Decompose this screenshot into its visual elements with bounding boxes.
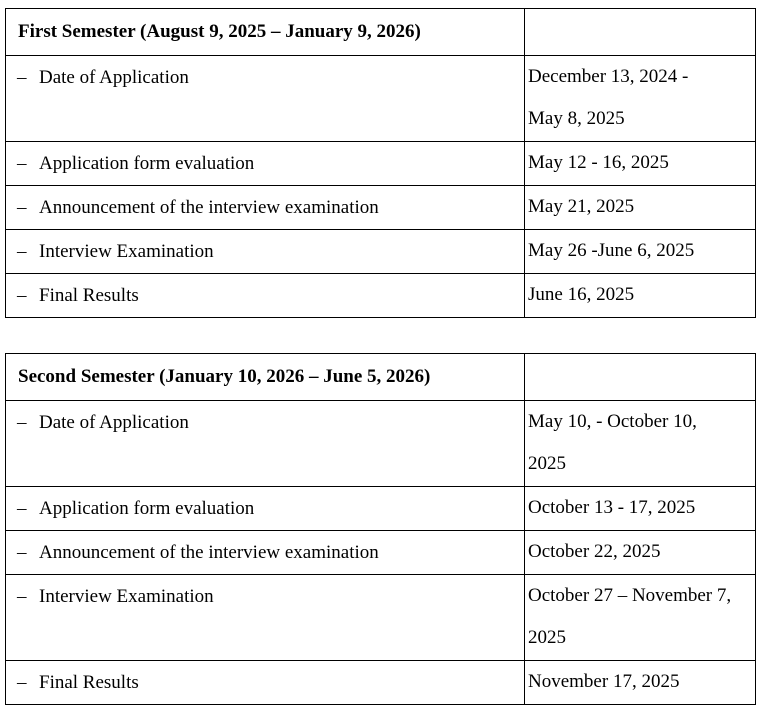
semester-title: Second Semester (January 10, 2026 – June 5, 2026) xyxy=(6,354,525,401)
semester-header-row xyxy=(6,354,756,401)
step-label: Final Results xyxy=(39,672,139,693)
step-label-cell xyxy=(6,56,525,142)
step-date-line: 2025 xyxy=(528,453,566,474)
step-label-cell xyxy=(6,230,525,274)
dash-bullet: – xyxy=(17,241,27,262)
table-row xyxy=(6,401,756,487)
dash-bullet: – xyxy=(17,498,27,519)
step-label-cell xyxy=(6,487,525,531)
table-row xyxy=(6,230,756,274)
step-date-line: May 10, - October 10, xyxy=(528,411,697,432)
step-date-line: 2025 xyxy=(528,627,566,648)
step-label-cell xyxy=(6,575,525,661)
dash-bullet: – xyxy=(17,586,27,607)
second-semester-table xyxy=(5,353,756,705)
step-date-line: May 26 -June 6, 2025 xyxy=(528,240,695,261)
step-date-cell xyxy=(525,142,756,186)
step-date-line: May 12 - 16, 2025 xyxy=(528,152,669,173)
step-date-cell xyxy=(525,531,756,575)
table-row xyxy=(6,661,756,705)
step-label-cell xyxy=(6,274,525,318)
step-label-cell xyxy=(6,531,525,575)
step-label: Interview Examination xyxy=(39,586,214,607)
table-row xyxy=(6,186,756,230)
step-label: Date of Application xyxy=(39,67,189,88)
semester-header-row xyxy=(6,9,756,56)
step-date-cell xyxy=(525,186,756,230)
step-label: Application form evaluation xyxy=(39,498,255,519)
step-label-cell xyxy=(6,186,525,230)
step-date-line: May 8, 2025 xyxy=(528,108,625,129)
table-row xyxy=(6,142,756,186)
step-date-cell xyxy=(525,56,756,142)
step-date-line: October 13 - 17, 2025 xyxy=(528,497,696,518)
semester-header-value xyxy=(525,9,756,56)
step-date-cell xyxy=(525,274,756,318)
step-label: Announcement of the interview examination xyxy=(39,197,379,218)
dash-bullet: – xyxy=(17,285,27,306)
dash-bullet: – xyxy=(17,672,27,693)
dash-bullet: – xyxy=(17,542,27,563)
first-semester-table xyxy=(5,8,756,318)
step-date-cell xyxy=(525,575,756,661)
dash-bullet: – xyxy=(17,153,27,174)
step-date-line: November 17, 2025 xyxy=(528,671,680,692)
step-label: Application form evaluation xyxy=(39,153,255,174)
table-row xyxy=(6,274,756,318)
dash-bullet: – xyxy=(17,412,27,433)
step-date-line: December 13, 2024 - xyxy=(528,66,689,87)
step-label: Interview Examination xyxy=(39,241,214,262)
step-date-line: May 21, 2025 xyxy=(528,196,635,217)
step-label: Date of Application xyxy=(39,412,189,433)
step-label-cell xyxy=(6,401,525,487)
step-label: Final Results xyxy=(39,285,139,306)
table-row xyxy=(6,531,756,575)
step-date-line: June 16, 2025 xyxy=(528,284,635,305)
table-row xyxy=(6,575,756,661)
step-date-line: October 27 – November 7, xyxy=(528,585,732,606)
semester-header-value xyxy=(525,354,756,401)
step-label: Announcement of the interview examination xyxy=(39,542,379,563)
step-date-cell xyxy=(525,661,756,705)
table-row xyxy=(6,487,756,531)
step-date-line: October 22, 2025 xyxy=(528,541,661,562)
step-label-cell xyxy=(6,661,525,705)
step-date-cell xyxy=(525,487,756,531)
semester-title: First Semester (August 9, 2025 – January 9, 2026) xyxy=(6,9,525,56)
dash-bullet: – xyxy=(17,67,27,88)
step-date-cell xyxy=(525,401,756,487)
step-label-cell xyxy=(6,142,525,186)
table-row xyxy=(6,56,756,142)
dash-bullet: – xyxy=(17,197,27,218)
step-date-cell xyxy=(525,230,756,274)
